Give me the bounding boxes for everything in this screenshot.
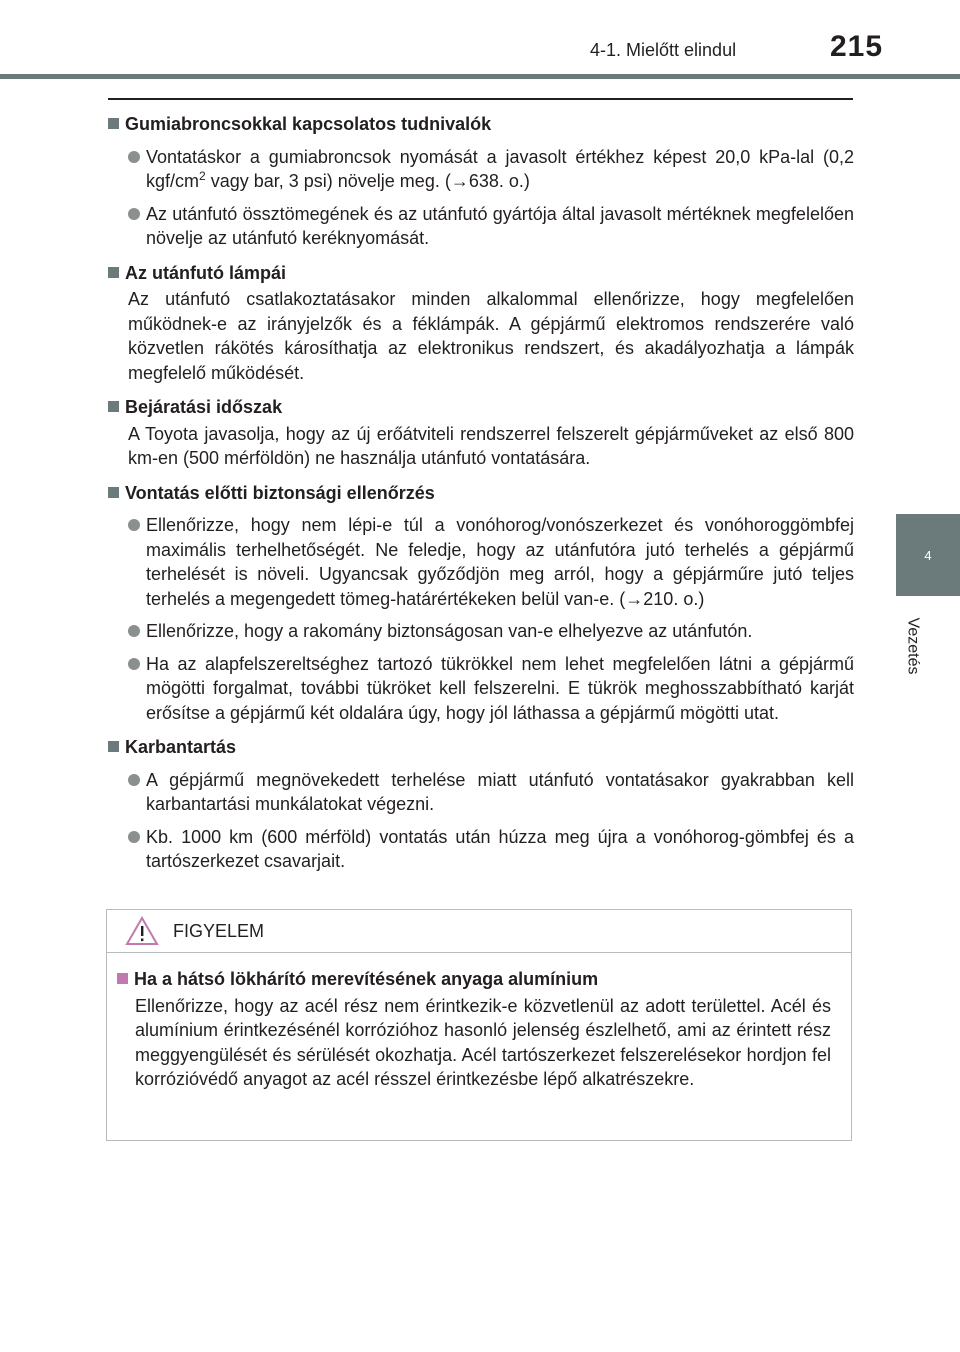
circle-bullet-icon [128, 208, 140, 220]
warning-title [117, 967, 831, 992]
superscript: 2 [199, 169, 206, 183]
circle-bullet-icon [128, 625, 140, 637]
circle-bullet-icon [128, 658, 140, 670]
chapter-label: Vezetés [904, 617, 921, 675]
warning-header [107, 910, 851, 953]
list-item [108, 145, 854, 194]
list-item-text: Ellenőrizze, hogy nem lépi-e túl a vonóhorog/vonószerkezet és vonóhoroggömbfej maximális terhelhetőségét. Ne feledje, hogy az utánfutóra jutó terhelés a gépjármű terhelését is növeli. Ugyancsak győződjön meg arról, hogy a gépjárműre jutó teljes terhelés a megengedett tömeg-határértékeken belül van-e. (→210. o.) [146, 515, 854, 609]
circle-bullet-icon [128, 519, 140, 531]
warning-box [106, 909, 852, 1141]
warning-triangle-icon [125, 916, 159, 946]
list-item [108, 768, 854, 817]
list-item-text: Ha az alapfelszereltséghez tartozó tükrökkel nem lehet megfelelően látni a gépjármű mögötti forgalmat, további tükröket kell felszerelni. E tükrök meghosszabbítható karját erősítse a gépjármű két oldalára úgy, hogy jól láthassa a gépjármű mögötti utat. [146, 653, 854, 723]
list-item [108, 513, 854, 611]
header-section-title: 4-1. Mielőtt elindul [590, 40, 737, 60]
section-title: Az utánfutó lámpái [125, 262, 286, 283]
warning-title-text: Ha a hátsó lökhárító merevítésének anyaga alumínium [134, 969, 599, 989]
square-bullet-icon [108, 401, 119, 412]
header-divider [0, 74, 960, 79]
section-heading-lamps [108, 261, 854, 286]
text-part: vagy bar, 3 psi) növelje meg. (→638. o.) [205, 171, 530, 191]
circle-bullet-icon [128, 774, 140, 786]
list-item-text: Kb. 1000 km (600 mérföld) vontatás után húzza meg újra a vonóhorog-gömbfej és a tartószerkezet csavarjait. [146, 826, 854, 871]
list-item [108, 652, 854, 726]
section-title: Vontatás előtti biztonsági ellenőrzés [125, 482, 435, 503]
list-item [108, 825, 854, 874]
section-heading-maintenance [108, 735, 854, 760]
content-divider [108, 98, 853, 100]
circle-bullet-icon [128, 831, 140, 843]
warning-label: FIGYELEM [173, 920, 265, 941]
section-heading-breakin [108, 395, 854, 420]
chapter-tab [896, 514, 960, 596]
list-item-text [146, 145, 854, 194]
list-item-text: Az utánfutó össztömegének és az utánfutó gyártója által javasolt mértéknek megfelelően növelje az utánfutó keréknyomását. [146, 203, 854, 248]
section-heading-tires [108, 112, 854, 137]
list-item-text: Ellenőrizze, hogy a rakomány biztonságosan van-e elhelyezve az utánfutón. [146, 621, 753, 641]
list-item-text: A gépjármű megnövekedett terhelése miatt utánfutó vontatásakor gyakrabban kell karbantartási munkálatokat végezni. [146, 769, 854, 814]
page-number: 215 [830, 30, 884, 63]
list-item [108, 202, 854, 251]
square-bullet-icon [117, 973, 128, 984]
chapter-number: 4 [924, 547, 932, 563]
section-title: Bejáratási időszak [125, 397, 283, 417]
section-title: Karbantartás [125, 737, 237, 757]
section-paragraph: Az utánfutó csatlakoztatásakor minden alkalommal ellenőrizze, hogy megfelelően működnek-e az irányjelzők és a féklámpák. A gépjármű elektromos rendszerére való közvetlen rákötés károsíthatja az elektronikus rendszert, és akadályozhatja a lámpák megfelelő működését. [128, 289, 854, 383]
warning-paragraph: Ellenőrizze, hogy az acél rész nem érintkezik-e közvetlenül az adott területtel. Acél és alumínium érintkezésénél korrózióhoz hasonló jelenség észlelhető, ami az érintett rész meggyengülését és sérülését okozhatja. Acél tartószerkezet felszerelésekor hordjon fel korrózióvédő anyagot az acél résszel érintkezésbe lépő alkatrészekre. [135, 995, 831, 1089]
section-heading-safety [108, 481, 854, 506]
section-paragraph: A Toyota javasolja, hogy az új erőátviteli rendszerrel felszerelt gépjárműveket az első 800 km-en (500 mérföldön) ne használja utánfutó vontatására. [128, 423, 854, 468]
chapter-label-wrap [900, 608, 924, 684]
square-bullet-icon [108, 267, 119, 278]
section-title: Gumiabroncsokkal kapcsolatos tudnivalók [125, 114, 492, 134]
main-content [108, 106, 854, 874]
square-bullet-icon [108, 741, 119, 752]
list-item [108, 619, 854, 644]
text-part: Vontatáskor a gumiabroncsok nyomását a javasolt értékhez képest 20,0 kPa-lal (0,2 kgf/cm [146, 146, 854, 191]
circle-bullet-icon [128, 151, 140, 163]
warning-body [107, 953, 851, 1092]
square-bullet-icon [108, 118, 119, 129]
square-bullet-icon [108, 487, 119, 498]
